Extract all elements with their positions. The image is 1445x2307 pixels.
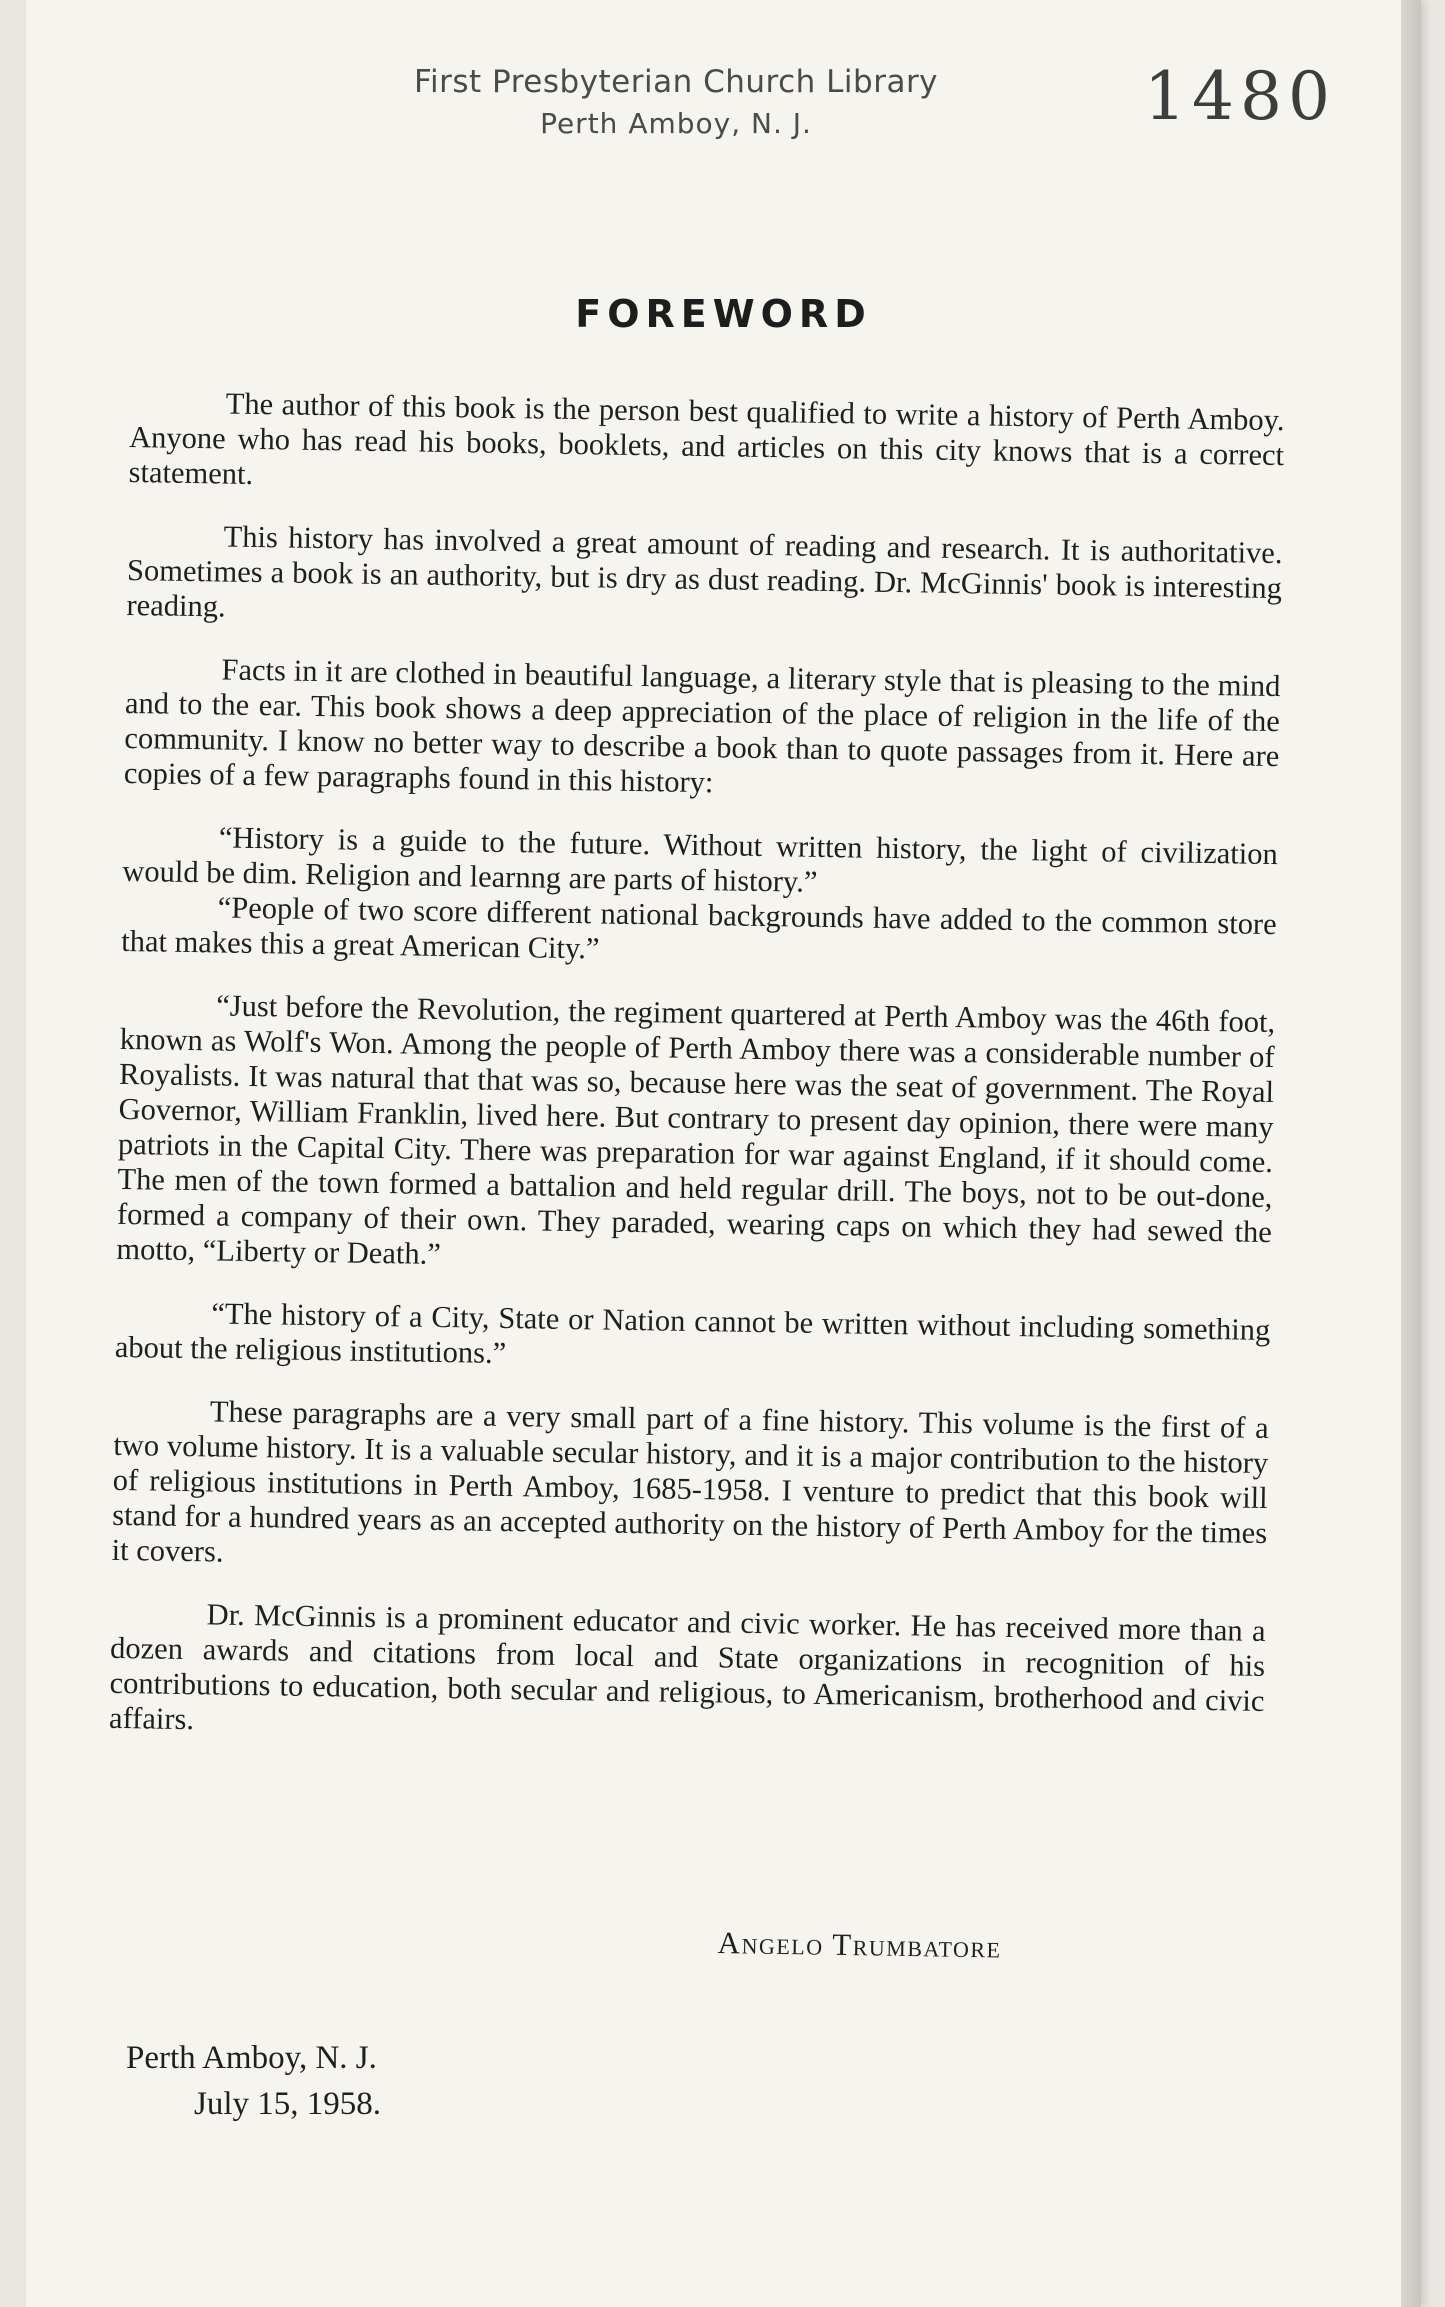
- author-signature: Angelo Trumbatore: [717, 1925, 1002, 1965]
- paragraph: Facts in it are clothed in beautiful language, a literary style that is pleasing to the mind and to the ear. This book shows a deep appreciation of the place of religion in the life of the community. I know no better way to describe a book than to quote passages from it. Here are copies of a few paragraphs found in this history:: [123, 652, 1281, 800]
- book-page: [26, 0, 1421, 2307]
- library-stamp: [296, 62, 1056, 144]
- quote-paragraph: “People of two score different national backgrounds have added to the common store that makes this a great American City.”: [120, 890, 1277, 966]
- quote-paragraph: “The history of a City, State or Nation cannot be written without including something about the religious institutions.”: [114, 1296, 1271, 1371]
- quote-paragraph: “Just before the Revolution, the regiment quartered at Perth Amboy was the 46th foot, known as Wolf's Won. Among the people of Perth Amboy there was a considerable number of Royalists. It was natural that that was so, because here was the seat of government. The Royal Governor, William Franklin, lived here. But contrary to present day opinion, there were many patriots in the Capital City. There was preparation for war against England, if it should come. The men of the town formed a battalion and held regular drill. The boys, not to be out-done, formed a company of their own. They paraded, wearing caps on which they had sewed the motto, “Liberty or Death.”: [116, 988, 1276, 1271]
- stamp-library-name: First Presbyterian Church Library: [413, 64, 939, 100]
- place-and-date: [126, 2035, 381, 2127]
- paragraph: Dr. McGinnis is a prominent educator and civic worker. He has received more than a dozen awards and citations from local and State organizations in recognition of his contributions to education, both secular and religious, to Americanism, brotherhood and civic affairs.: [108, 1597, 1266, 1737]
- date: July 15, 1958.: [194, 2086, 382, 2122]
- paragraph: The author of this book is the person best qualified to write a history of Perth Amboy. Anyone who has read his books, booklets, and articles on this city knows that is a correct statement.: [128, 386, 1285, 491]
- quote-paragraph: “History is a guide to the future. Without written history, the light of civilization would be dim. Religion and learnng are parts of history.”: [122, 820, 1279, 899]
- foreword-body: [108, 385, 1285, 1782]
- paragraph: These paragraphs are a very small part of a fine history. This volume is the first of a two volume history. It is a valuable secular history, and it is a major contribution to the history of religious institutions in Perth Amboy, 1685-1958. I venture to predict that this book will stand for a hundred years as an accepted authority on the history of Perth Amboy for the times it covers.: [111, 1394, 1270, 1569]
- page-edge: [1401, 0, 1421, 2307]
- stamp-location: Perth Amboy, N. J.: [540, 107, 812, 140]
- page-title: FOREWORD: [575, 292, 872, 336]
- accession-number: 1480: [1144, 58, 1336, 135]
- place: Perth Amboy, N. J.: [126, 2040, 377, 2076]
- paragraph: This history has involved a great amount of reading and research. It is authoritative. Sometimes a book is an authority, but is dry as dust reading. Dr. McGinnis' book is interesting reading.: [126, 519, 1283, 624]
